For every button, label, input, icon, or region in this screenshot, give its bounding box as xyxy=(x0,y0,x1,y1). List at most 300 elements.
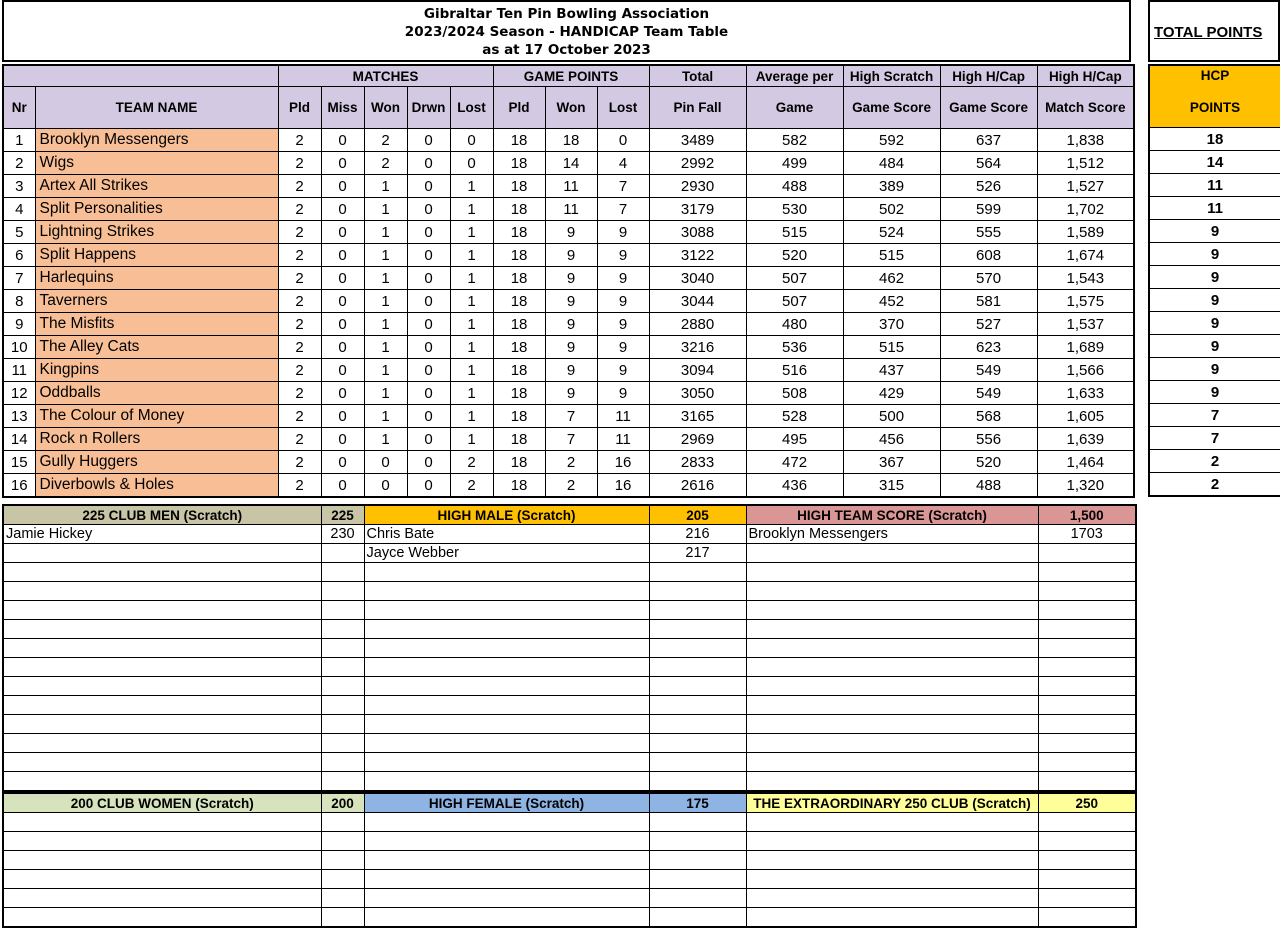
high-scratch-cell: 456 xyxy=(843,428,940,451)
team-name-cell: Brooklyn Messengers xyxy=(35,129,278,152)
lost-cell: 1 xyxy=(450,336,493,359)
lost-cell: 1 xyxy=(450,290,493,313)
hcp-row xyxy=(1149,427,1280,450)
header-row-2 xyxy=(3,87,1134,129)
team-rows xyxy=(3,129,1134,498)
pin-fall-cell: 2833 xyxy=(649,451,746,474)
high-hcap-match-cell: 1,589 xyxy=(1037,221,1134,244)
high-hcap-game-cell: 527 xyxy=(940,313,1037,336)
award-row xyxy=(3,772,1136,792)
club225-threshold: 225 xyxy=(321,505,364,525)
average-cell: 536 xyxy=(746,336,843,359)
team-row xyxy=(3,198,1134,221)
club225-name-cell xyxy=(3,753,321,772)
high_team-name-cell xyxy=(746,696,1038,715)
pld-cell: 2 xyxy=(278,382,321,405)
award-row xyxy=(3,677,1136,696)
high_team-score-cell xyxy=(1038,772,1136,792)
points-label: POINTS xyxy=(1189,100,1241,115)
average-cell: 480 xyxy=(746,313,843,336)
hcp-row xyxy=(1149,404,1280,427)
header-average-per: Average per xyxy=(746,65,843,87)
high-hcap-game-cell: 637 xyxy=(940,129,1037,152)
average-cell: 582 xyxy=(746,129,843,152)
gp-pld-cell: 18 xyxy=(493,244,545,267)
gp-lost-cell: 9 xyxy=(597,244,649,267)
hcp-points-cell: 9 xyxy=(1149,220,1280,243)
hcp-points-cell: 9 xyxy=(1149,358,1280,381)
high_male-name-cell xyxy=(364,563,649,582)
high-scratch-cell: 370 xyxy=(843,313,940,336)
gp-pld-cell: 18 xyxy=(493,313,545,336)
gp-won-cell: 9 xyxy=(545,382,597,405)
high-hcap-game-cell: 599 xyxy=(940,198,1037,221)
lost-cell: 1 xyxy=(450,405,493,428)
high_male-score-cell xyxy=(649,715,746,734)
high_male-score-cell xyxy=(649,582,746,601)
gp-lost-cell: 11 xyxy=(597,405,649,428)
high-hcap-match-cell: 1,512 xyxy=(1037,152,1134,175)
pin-fall-cell: 3050 xyxy=(649,382,746,405)
high-scratch-cell: 484 xyxy=(843,152,940,175)
drwn-cell: 0 xyxy=(407,428,450,451)
high-hcap-match-cell: 1,639 xyxy=(1037,428,1134,451)
high_male-name-cell xyxy=(364,734,649,753)
nr-cell: 2 xyxy=(3,152,35,175)
average-cell: 472 xyxy=(746,451,843,474)
club225-score-cell xyxy=(321,734,364,753)
club225-score-cell xyxy=(321,715,364,734)
lost-cell: 1 xyxy=(450,382,493,405)
header-nr: Nr xyxy=(3,87,35,129)
drwn-cell: 0 xyxy=(407,382,450,405)
award-row xyxy=(3,620,1136,639)
club225-name-cell xyxy=(3,658,321,677)
lost-cell: 2 xyxy=(450,451,493,474)
hcp-row xyxy=(1149,289,1280,312)
won-cell: 1 xyxy=(364,405,407,428)
header-lost: Lost xyxy=(450,87,493,129)
high_male-name-cell xyxy=(364,639,649,658)
award-row xyxy=(3,658,1136,677)
high-hcap-match-cell: 1,633 xyxy=(1037,382,1134,405)
header-gp-lost: Lost xyxy=(597,87,649,129)
nr-cell: 16 xyxy=(3,474,35,498)
club225-name-cell xyxy=(3,563,321,582)
high_team-name-cell xyxy=(746,601,1038,620)
miss-cell: 0 xyxy=(321,152,364,175)
miss-cell: 0 xyxy=(321,451,364,474)
club225-score-cell xyxy=(321,601,364,620)
header-game-score-2: Game Score xyxy=(940,87,1037,129)
gp-pld-cell: 18 xyxy=(493,129,545,152)
club225-name-cell xyxy=(3,582,321,601)
club200-threshold: 200 xyxy=(321,793,364,813)
team-name-cell: The Alley Cats xyxy=(35,336,278,359)
high-male-title: HIGH MALE (Scratch) xyxy=(364,505,649,525)
hcp-row xyxy=(1149,174,1280,197)
high_male-name-cell xyxy=(364,658,649,677)
pin-fall-cell: 3489 xyxy=(649,129,746,152)
header-game-score: Game Score xyxy=(843,87,940,129)
average-cell: 515 xyxy=(746,221,843,244)
high_male-name-cell xyxy=(364,696,649,715)
gp-pld-cell: 18 xyxy=(493,267,545,290)
gp-lost-cell: 4 xyxy=(597,152,649,175)
team-name-cell: Taverners xyxy=(35,290,278,313)
club225-score-cell xyxy=(321,620,364,639)
gp-won-cell: 9 xyxy=(545,313,597,336)
pld-cell: 2 xyxy=(278,244,321,267)
pin-fall-cell: 3216 xyxy=(649,336,746,359)
won-cell: 1 xyxy=(364,221,407,244)
high_male-score-cell xyxy=(649,753,746,772)
club200-score-cell xyxy=(321,832,364,851)
gp-lost-cell: 9 xyxy=(597,336,649,359)
average-cell: 530 xyxy=(746,198,843,221)
high-scratch-cell: 315 xyxy=(843,474,940,498)
high_male-score-cell xyxy=(649,620,746,639)
league-table xyxy=(2,64,1135,498)
high_team-name-cell xyxy=(746,753,1038,772)
gp-pld-cell: 18 xyxy=(493,359,545,382)
award-row xyxy=(3,544,1136,563)
high_female-score-cell xyxy=(649,870,746,889)
hcp-row xyxy=(1149,220,1280,243)
award-row xyxy=(3,889,1136,908)
header-pin-fall: Pin Fall xyxy=(649,87,746,129)
header-high-hcap: High H/Cap xyxy=(940,65,1037,87)
award-row xyxy=(3,851,1136,870)
high-hcap-match-cell: 1,605 xyxy=(1037,405,1134,428)
drwn-cell: 0 xyxy=(407,129,450,152)
team-name-cell: Gully Huggers xyxy=(35,451,278,474)
club250-score-cell xyxy=(1038,908,1136,928)
hcp-row xyxy=(1149,381,1280,404)
header-drwn: Drwn xyxy=(407,87,450,129)
gp-won-cell: 9 xyxy=(545,267,597,290)
high_team-score-cell xyxy=(1038,563,1136,582)
hcp-header xyxy=(1149,65,1280,128)
header-won: Won xyxy=(364,87,407,129)
miss-cell: 0 xyxy=(321,244,364,267)
gp-won-cell: 11 xyxy=(545,175,597,198)
high-scratch-cell: 462 xyxy=(843,267,940,290)
high_male-name-cell xyxy=(364,620,649,639)
high_team-name-cell xyxy=(746,734,1038,753)
high_male-score-cell xyxy=(649,658,746,677)
high-scratch-cell: 500 xyxy=(843,405,940,428)
awards-bottom-header xyxy=(3,793,1136,813)
pld-cell: 2 xyxy=(278,290,321,313)
total-points-title: TOTAL POINTS xyxy=(1154,24,1263,41)
hcp-points-cell: 7 xyxy=(1149,404,1280,427)
club250-score-cell xyxy=(1038,832,1136,851)
high_team-score-cell xyxy=(1038,753,1136,772)
nr-cell: 5 xyxy=(3,221,35,244)
high_female-name-cell xyxy=(364,832,649,851)
miss-cell: 0 xyxy=(321,405,364,428)
hcp-row xyxy=(1149,473,1280,497)
high-hcap-match-cell: 1,702 xyxy=(1037,198,1134,221)
hcp-points-cell: 9 xyxy=(1149,312,1280,335)
club250-score-cell xyxy=(1038,851,1136,870)
drwn-cell: 0 xyxy=(407,359,450,382)
title-line-1: Gibraltar Ten Pin Bowling Association xyxy=(423,6,710,22)
average-cell: 488 xyxy=(746,175,843,198)
club225-name-cell xyxy=(3,734,321,753)
drwn-cell: 0 xyxy=(407,451,450,474)
high_team-score-cell xyxy=(1038,620,1136,639)
awards-top-table xyxy=(2,504,1137,792)
club225-name-cell: Jamie Hickey xyxy=(3,525,321,544)
team-row xyxy=(3,359,1134,382)
gp-won-cell: 9 xyxy=(545,244,597,267)
average-cell: 436 xyxy=(746,474,843,498)
club200-title: 200 CLUB WOMEN (Scratch) xyxy=(3,793,321,813)
high-scratch-cell: 524 xyxy=(843,221,940,244)
pld-cell: 2 xyxy=(278,221,321,244)
club250-score-cell xyxy=(1038,813,1136,832)
high_team-score-cell xyxy=(1038,544,1136,563)
club250-name-cell xyxy=(746,870,1038,889)
club250-name-cell xyxy=(746,832,1038,851)
average-cell: 528 xyxy=(746,405,843,428)
hcp-points-table xyxy=(1148,64,1280,497)
high-hcap-match-cell: 1,674 xyxy=(1037,244,1134,267)
team-name-cell: Wigs xyxy=(35,152,278,175)
team-name-cell: Artex All Strikes xyxy=(35,175,278,198)
high_male-name-cell: Chris Bate xyxy=(364,525,649,544)
club225-score-cell xyxy=(321,544,364,563)
high_female-name-cell xyxy=(364,908,649,928)
gp-lost-cell: 16 xyxy=(597,451,649,474)
gp-pld-cell: 18 xyxy=(493,382,545,405)
team-name-cell: Lightning Strikes xyxy=(35,221,278,244)
header-gp-pld: Pld xyxy=(493,87,545,129)
gp-lost-cell: 7 xyxy=(597,198,649,221)
high_team-name-cell xyxy=(746,620,1038,639)
high-scratch-cell: 429 xyxy=(843,382,940,405)
club225-name-cell xyxy=(3,639,321,658)
award-row xyxy=(3,601,1136,620)
gp-pld-cell: 18 xyxy=(493,428,545,451)
high_female-name-cell xyxy=(364,813,649,832)
hcp-points-cell: 9 xyxy=(1149,381,1280,404)
average-cell: 520 xyxy=(746,244,843,267)
drwn-cell: 0 xyxy=(407,405,450,428)
high_male-name-cell xyxy=(364,677,649,696)
club250-score-cell xyxy=(1038,889,1136,908)
lost-cell: 2 xyxy=(450,474,493,498)
high-scratch-cell: 389 xyxy=(843,175,940,198)
miss-cell: 0 xyxy=(321,129,364,152)
pin-fall-cell: 3122 xyxy=(649,244,746,267)
pld-cell: 2 xyxy=(278,359,321,382)
high_team-score-cell xyxy=(1038,677,1136,696)
high_male-score-cell: 216 xyxy=(649,525,746,544)
club200-name-cell xyxy=(3,851,321,870)
team-name-cell: The Colour of Money xyxy=(35,405,278,428)
pld-cell: 2 xyxy=(278,313,321,336)
high-hcap-game-cell: 623 xyxy=(940,336,1037,359)
drwn-cell: 0 xyxy=(407,198,450,221)
gp-won-cell: 9 xyxy=(545,359,597,382)
nr-cell: 15 xyxy=(3,451,35,474)
hcp-row xyxy=(1149,450,1280,473)
team-name-cell: Oddballs xyxy=(35,382,278,405)
hcp-rows xyxy=(1149,128,1280,497)
club200-name-cell xyxy=(3,889,321,908)
gp-pld-cell: 18 xyxy=(493,290,545,313)
hcp-row xyxy=(1149,266,1280,289)
miss-cell: 0 xyxy=(321,359,364,382)
miss-cell: 0 xyxy=(321,198,364,221)
high-hcap-match-cell: 1,464 xyxy=(1037,451,1134,474)
award-row xyxy=(3,525,1136,544)
high_male-score-cell xyxy=(649,734,746,753)
gp-won-cell: 2 xyxy=(545,451,597,474)
high_male-score-cell xyxy=(649,601,746,620)
gp-won-cell: 18 xyxy=(545,129,597,152)
drwn-cell: 0 xyxy=(407,175,450,198)
gp-lost-cell: 9 xyxy=(597,221,649,244)
team-row xyxy=(3,221,1134,244)
high_team-score-cell xyxy=(1038,715,1136,734)
drwn-cell: 0 xyxy=(407,244,450,267)
pin-fall-cell: 2930 xyxy=(649,175,746,198)
lost-cell: 0 xyxy=(450,129,493,152)
club225-name-cell xyxy=(3,620,321,639)
club225-name-cell xyxy=(3,544,321,563)
won-cell: 1 xyxy=(364,175,407,198)
pld-cell: 2 xyxy=(278,267,321,290)
high_team-name-cell xyxy=(746,715,1038,734)
pin-fall-cell: 2616 xyxy=(649,474,746,498)
award-row xyxy=(3,715,1136,734)
hcp-points-cell: 18 xyxy=(1149,128,1280,151)
lost-cell: 1 xyxy=(450,198,493,221)
gp-pld-cell: 18 xyxy=(493,221,545,244)
gp-lost-cell: 11 xyxy=(597,428,649,451)
lost-cell: 1 xyxy=(450,428,493,451)
pld-cell: 2 xyxy=(278,451,321,474)
club250-name-cell xyxy=(746,851,1038,870)
nr-cell: 6 xyxy=(3,244,35,267)
gp-lost-cell: 16 xyxy=(597,474,649,498)
miss-cell: 0 xyxy=(321,474,364,498)
hcp-row xyxy=(1149,243,1280,266)
average-cell: 508 xyxy=(746,382,843,405)
high-hcap-match-cell: 1,566 xyxy=(1037,359,1134,382)
high-scratch-cell: 515 xyxy=(843,244,940,267)
club200-score-cell xyxy=(321,813,364,832)
club225-score-cell xyxy=(321,696,364,715)
gp-won-cell: 9 xyxy=(545,336,597,359)
hcp-row xyxy=(1149,151,1280,174)
hcp-label: HCP xyxy=(1200,68,1230,83)
award-row xyxy=(3,908,1136,928)
header-match-score: Match Score xyxy=(1037,87,1134,129)
pld-cell: 2 xyxy=(278,336,321,359)
nr-cell: 14 xyxy=(3,428,35,451)
team-row xyxy=(3,129,1134,152)
high_team-name-cell xyxy=(746,544,1038,563)
lost-cell: 1 xyxy=(450,221,493,244)
drwn-cell: 0 xyxy=(407,221,450,244)
high_team-score-cell xyxy=(1038,639,1136,658)
hcp-points-cell: 11 xyxy=(1149,174,1280,197)
average-cell: 516 xyxy=(746,359,843,382)
hcp-points-cell: 11 xyxy=(1149,197,1280,220)
high_male-score-cell xyxy=(649,563,746,582)
high-hcap-game-cell: 526 xyxy=(940,175,1037,198)
pin-fall-cell: 3094 xyxy=(649,359,746,382)
average-cell: 507 xyxy=(746,267,843,290)
header-high-hcap-2: High H/Cap xyxy=(1037,65,1134,87)
high_team-name-cell xyxy=(746,658,1038,677)
lost-cell: 1 xyxy=(450,267,493,290)
high-scratch-cell: 452 xyxy=(843,290,940,313)
hcp-row xyxy=(1149,128,1280,151)
gp-lost-cell: 9 xyxy=(597,267,649,290)
team-name-cell: Kingpins xyxy=(35,359,278,382)
gp-won-cell: 14 xyxy=(545,152,597,175)
miss-cell: 0 xyxy=(321,221,364,244)
won-cell: 1 xyxy=(364,290,407,313)
header-miss: Miss xyxy=(321,87,364,129)
high-female-threshold: 175 xyxy=(649,793,746,813)
lost-cell: 1 xyxy=(450,359,493,382)
hcp-row xyxy=(1149,358,1280,381)
gp-lost-cell: 9 xyxy=(597,313,649,336)
gp-won-cell: 2 xyxy=(545,474,597,498)
club225-name-cell xyxy=(3,772,321,792)
gp-won-cell: 9 xyxy=(545,221,597,244)
high_female-name-cell xyxy=(364,889,649,908)
lost-cell: 1 xyxy=(450,313,493,336)
high_female-score-cell xyxy=(649,813,746,832)
awards-bottom-rows xyxy=(3,813,1136,928)
pin-fall-cell: 2992 xyxy=(649,152,746,175)
high-scratch-cell: 515 xyxy=(843,336,940,359)
title-line-2: 2023/2024 Season - HANDICAP Team Table xyxy=(404,24,729,40)
team-row xyxy=(3,175,1134,198)
won-cell: 1 xyxy=(364,267,407,290)
miss-cell: 0 xyxy=(321,336,364,359)
miss-cell: 0 xyxy=(321,267,364,290)
team-row xyxy=(3,313,1134,336)
hcp-points-cell: 9 xyxy=(1149,289,1280,312)
hcp-points-cell: 14 xyxy=(1149,151,1280,174)
high-hcap-match-cell: 1,543 xyxy=(1037,267,1134,290)
gp-won-cell: 11 xyxy=(545,198,597,221)
team-name-cell: Rock n Rollers xyxy=(35,428,278,451)
high_female-score-cell xyxy=(649,908,746,928)
nr-cell: 12 xyxy=(3,382,35,405)
gp-lost-cell: 7 xyxy=(597,175,649,198)
pld-cell: 2 xyxy=(278,175,321,198)
club225-name-cell xyxy=(3,601,321,620)
average-cell: 499 xyxy=(746,152,843,175)
gp-pld-cell: 18 xyxy=(493,451,545,474)
pld-cell: 2 xyxy=(278,474,321,498)
gp-pld-cell: 18 xyxy=(493,405,545,428)
hcp-row xyxy=(1149,335,1280,358)
high_male-name-cell: Jayce Webber xyxy=(364,544,649,563)
award-row xyxy=(3,563,1136,582)
team-row xyxy=(3,474,1134,498)
